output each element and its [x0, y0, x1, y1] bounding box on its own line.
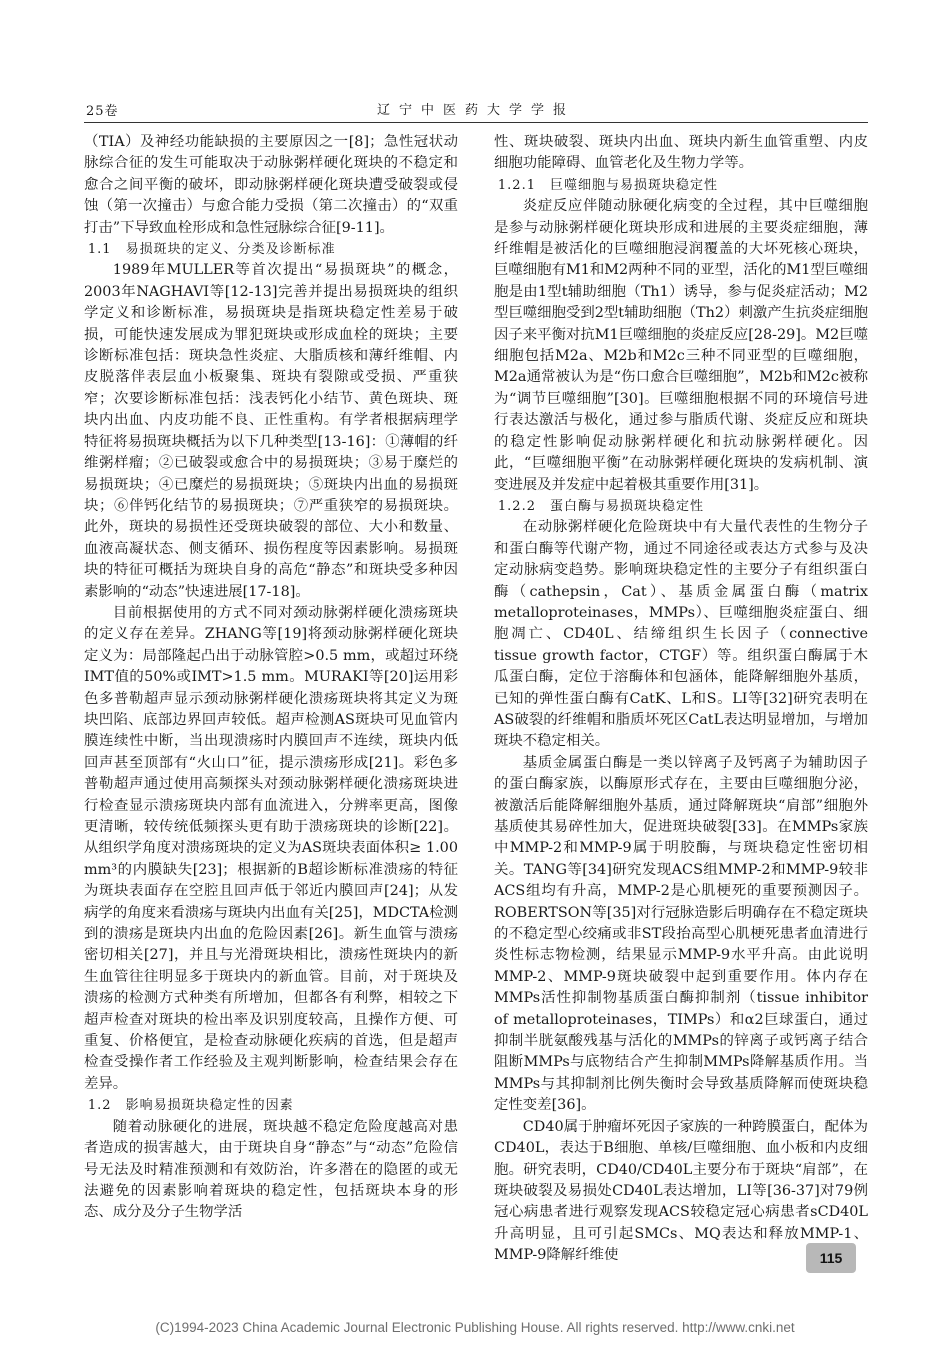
section-heading-1-2: 1.2 影响易损斑块稳定性的因素: [87, 1098, 294, 1114]
volume-label: 25卷: [86, 104, 119, 119]
paragraph: （TIA）及神经功能缺损的主要原因之一[8]；急性冠状动脉综合征的发生可能取决于动脉粥样硬化斑块的不稳定和愈合之间平衡的破坏，即动脉粥样硬化斑块遭受破裂或侵蚀（第一次撞击）与愈合能力受损（第二次撞击）的“双重打击”下导致血栓形成和急性冠脉综合征[9-11]。: [84, 134, 458, 236]
section-heading-1-1: 1.1 易损斑块的定义、分类及诊断标准: [87, 242, 336, 258]
copyright-line: (C)1994-2023 China Academic Journal Electronic Publishing House. All rights reserved. http://www.cnki.net: [155, 1320, 795, 1335]
paragraph: 基质金属蛋白酶是一类以锌离子及钙离子为辅助因子的蛋白酶家族，以酶原形式存在，主要由巨噬细胞分泌，被激活后能降解细胞外基质，通过降解斑块“肩部”细胞外基质使其易碎性加大，促进斑块破裂[33]。在MMPs家族中MMP-2和MMP-9属于明胶酶，与斑块稳定性密切相关。TANG等[34]研究发现ACS组MMP-2和MMP-9较非ACS组均有升高，MMP-2是心肌梗死的重要预测因子。ROBERTSON等[35]对行冠脉造影后明确存在不稳定斑块的不稳定型心绞痛或非ST段抬高型心肌梗死患者血清进行炎性标志物检测，结果显示MMP-9水平升高。由此说明MMP-2、MMP-9斑块破裂中起到重要作用。体内存在MMPs活性抑制物基质蛋白酶抑制剂（tissue inhibitor of metalloproteinases，TIMPs）和α2巨球蛋白，通过抑制半胱氨酸残基与活化的MMPs的锌离子或钙离子结合阻断MMPs与底物结合产生抑制MMPs降解基质作用。当MMPs与其抑制剂比例失衡时会导致基质降解而使斑块稳定性变差[36]。: [494, 754, 868, 1114]
paragraph: CD40属于肿瘤坏死因子家族的一种跨膜蛋白，配体为CD40L，表达于B细胞、单核/巨噬细胞、血小板和内皮细胞。研究表明，CD40/CD40L主要分布于斑块“肩部”，在斑块破裂及易损处CD40L表达增加，LI等[36-37]对79例冠心病患者进行观察发现ACS较稳定冠心病患者sCD40L升高明显，且可引起SMCs、MQ表达和释放MMP-1、MMP-9降解纤维使: [494, 1118, 868, 1264]
section-heading-1-2-1: 1.2.1 巨噬细胞与易损斑块稳定性: [497, 177, 718, 193]
page-number: 115: [806, 1243, 856, 1273]
paragraph: 随着动脉硬化的进展，斑块越不稳定危险度越高对患者造成的损害越大，由于斑块自身“静态”与“动态”危险信号无法及时精准预测和有效防治，许多潜在的隐匿的或无法避免的因素影响着斑块的稳定性，包括斑块本身的形态、成分及分子生物学活: [84, 1118, 458, 1221]
section-heading-1-2-2: 1.2.2 蛋白酶与易损斑块稳定性: [497, 498, 704, 514]
journal-name: 辽宁中医药大学学报: [376, 103, 575, 118]
paragraph: 目前根据使用的方式不同对颈动脉粥样硬化溃疡斑块的定义存在差异。ZHANG等[19]将颈动脉粥样硬化斑块定义为：局部隆起凸出于动脉管腔>0.5 mm，或超过环绕IMT值的50%或IMT>1.5 mm。MURAKI等[20]运用彩色多普勒超声显示颈动脉粥样硬化溃疡斑块将其定义为斑块凹陷、底部边界回声较低。超声检测AS斑块可见血管内膜连续性中断，当出现溃疡时内膜回声不连续，斑块内低回声甚至顶部有“火山口”征，提示溃疡形成[21]。彩色多普勒超声通过使用高频探头对颈动脉粥样硬化溃疡斑块进行检查显示溃疡斑块内部有血流进入，分辨率更高，图像更清晰，较传统低频探头更有助于溃疡斑块的诊断[22]。从组织学角度对溃疡斑块的定义为AS斑块表面体积≥ 1.00 mm³的内膜缺失[23]；根据新的B超诊断标准溃疡的特征为斑块表面存在空腔且回声低于邻近内膜回声[24]；从发病学的角度来看溃疡与斑块内出血有关[25]，MDCTA检测到的溃疡是斑块内出血的危险因素[26]。新生血管与溃疡密切相关[27]，并且与光滑斑块相比，溃疡性斑块内的新生血管往往明显多于斑块内的新血管。目前，对于斑块及溃疡的检测方式种类有所增加，但都各有利弊，相较之下超声检查对斑块的检出率及识别度较高，且操作方便、可重复、价格便宜，是检查动脉硬化疾病的首选，但是超声检查受操作者工作经验及主观判断影响，检查结果会存在差异。: [84, 604, 458, 1092]
running-header: [84, 96, 868, 123]
paragraph: 1989年MULLER等首次提出“易损斑块”的概念，2003年NAGHAVI等[12-13]完善并提出易损斑块的组织学定义和诊断标准，易损斑块是指斑块稳定性差易于破损，可能快速发展成为罪犯斑块或形成血栓的斑块；主要诊断标准包括：斑块急性炎症、大脂质核和薄纤维帽、内皮脱落伴表层血小板聚集、斑块有裂隙或受损、严重狭窄；次要诊断标准包括：浅表钙化小结节、黄色斑块、斑块内出血、内皮功能不良、正性重构。有学者根据病理学特征将易损斑块概括为以下几种类型[13-16]：①薄帽的纤维粥样瘤；②已破裂或愈合中的易损斑块；③易于糜烂的易损斑块；④已糜烂的易损斑块；⑤斑块内出血的易损斑块；⑥伴钙化结节的易损斑块；⑦严重狭窄的易损斑块。此外，斑块的易损性还受斑块破裂的部位、大小和数量、血液高凝状态、侧支循环、损伤程度等因素影响。易损斑块的特征可概括为斑块自身的高危“静态”和斑块受多种因素影响的“动态”快速进展[17-18]。: [84, 262, 458, 600]
paragraph: 炎症反应伴随动脉硬化病变的全过程，其中巨噬细胞是参与动脉粥样硬化斑块形成和进展的主要炎症细胞，薄纤维帽是被活化的巨噬细胞浸润覆盖的大坏死核心斑块，巨噬细胞有M1和M2两种不同的亚型，活化的M1型巨噬细胞是由1型t辅助细胞（Th1）诱导，参与促炎症活动；M2型巨噬细胞受到2型t辅助细胞（Th2）刺激产生抗炎症细胞因子来平衡对抗M1巨噬细胞的炎症反应[28-29]。M2巨噬细胞包括M2a、M2b和M2c三种不同亚型的巨噬细胞，M2a通常被认为是“伤口愈合巨噬细胞”，M2b和M2c被称为“调节巨噬细胞”[30]。巨噬细胞根据不同的环境信号进行表达激活与极化，通过参与脂质代谢、炎症反应和斑块的稳定性影响促动脉粥样硬化和抗动脉粥样硬化。因此，“巨噬细胞平衡”在动脉粥样硬化斑块的发病机制、演变进展及并发症中起着极其重要作用[31]。: [494, 198, 868, 493]
paragraph: 在动脉粥样硬化危险斑块中有大量代表性的生物分子和蛋白酶等代谢产物，通过不同途径或表达方式参与及决定动脉病变趋势。影响斑块稳定性的主要分子有组织蛋白酶（cathepsin，Cat）、基质金属蛋白酶（matrix metalloproteinases，MMPs）、巨噬细胞炎症蛋白、细胞凋亡、CD40L、结缔组织生长因子（connective tissue growth factor，CTGF）等。组织蛋白酶属于木瓜蛋白酶，定位于溶酶体和包涵体，能降解细胞外基质，已知的弹性蛋白酶有CatK、L和S。LI等[32]研究表明在AS破裂的纤维帽和脂质坏死区CatL表达明显增加，与增加斑块不稳定相关。: [494, 519, 868, 750]
paragraph: 性、斑块破裂、斑块内出血、斑块内新生血管重塑、内皮细胞功能障碍、血管老化及生物力学等。: [494, 134, 868, 172]
left-column: [84, 132, 458, 1224]
